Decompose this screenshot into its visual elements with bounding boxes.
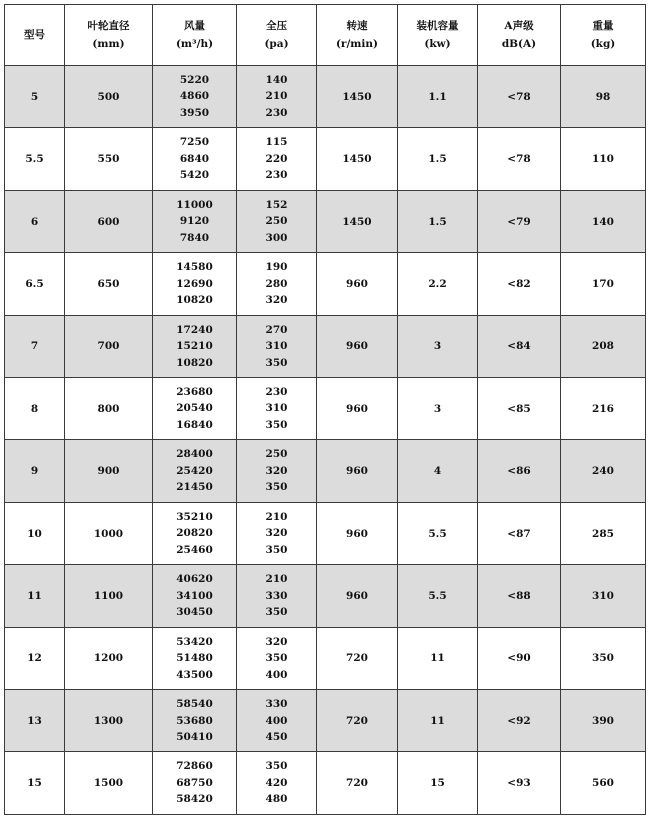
cell-airflow-value: 51480	[176, 652, 213, 665]
table-row	[5, 502, 646, 564]
table-row	[5, 627, 646, 689]
cell-pressure-value: 450	[265, 731, 288, 744]
cell-pressure-value: 300	[265, 231, 288, 244]
cell-pressure	[237, 440, 317, 502]
cell-airflow	[153, 128, 237, 190]
table-row	[5, 253, 646, 315]
cell-power: 4	[398, 440, 478, 502]
table-row	[5, 690, 646, 752]
cell-model: 15	[5, 752, 65, 815]
cell-power: 1.1	[398, 66, 478, 128]
cell-diameter: 1100	[65, 565, 153, 627]
cell-pressure-value: 140	[265, 73, 288, 86]
table-row	[5, 378, 646, 440]
cell-weight: 240	[561, 440, 646, 502]
cell-airflow-value: 5220	[179, 73, 210, 86]
cell-weight: 390	[561, 690, 646, 752]
cell-airflow-value: 34100	[176, 589, 213, 602]
cell-airflow-value: 15210	[176, 340, 213, 353]
cell-speed: 960	[317, 315, 398, 377]
cell-airflow-value: 58540	[176, 698, 213, 711]
cell-airflow-value: 3950	[179, 106, 210, 119]
header-diameter	[65, 5, 153, 66]
cell-airflow-value: 10820	[176, 294, 213, 307]
cell-noise: <78	[478, 128, 561, 190]
cell-noise: <79	[478, 190, 561, 252]
header-weight-line: (kg)	[590, 38, 616, 50]
cell-speed: 960	[317, 378, 398, 440]
cell-speed: 960	[317, 502, 398, 564]
header-diameter-line: 叶轮直径	[87, 20, 130, 32]
header-weight	[561, 5, 646, 66]
cell-pressure-value: 115	[265, 136, 288, 149]
cell-noise: <78	[478, 66, 561, 128]
cell-noise: <88	[478, 565, 561, 627]
cell-airflow-value: 23680	[176, 385, 213, 398]
cell-weight: 208	[561, 315, 646, 377]
cell-airflow-value: 72860	[176, 760, 213, 773]
cell-diameter: 600	[65, 190, 153, 252]
cell-speed: 960	[317, 440, 398, 502]
table-row	[5, 440, 646, 502]
cell-airflow	[153, 253, 237, 315]
cell-pressure-value: 250	[265, 215, 288, 228]
cell-airflow-value: 25420	[176, 464, 213, 477]
fan-spec-table	[4, 4, 646, 815]
cell-model: 5	[5, 66, 65, 128]
cell-airflow	[153, 502, 237, 564]
cell-airflow-value: 5420	[179, 169, 210, 182]
cell-airflow-value: 43500	[176, 668, 213, 681]
cell-speed: 960	[317, 253, 398, 315]
cell-diameter: 700	[65, 315, 153, 377]
cell-pressure	[237, 253, 317, 315]
cell-pressure-value: 350	[265, 543, 288, 556]
cell-pressure-value: 210	[265, 510, 288, 523]
cell-diameter: 1300	[65, 690, 153, 752]
cell-speed: 1450	[317, 66, 398, 128]
cell-airflow-value: 6840	[179, 152, 210, 165]
cell-weight: 310	[561, 565, 646, 627]
header-diameter-line: (mm)	[92, 38, 125, 50]
cell-weight: 170	[561, 253, 646, 315]
cell-airflow-value: 7840	[179, 231, 210, 244]
cell-power: 3	[398, 315, 478, 377]
cell-diameter: 1500	[65, 752, 153, 815]
cell-weight: 285	[561, 502, 646, 564]
header-speed-line: 转速	[346, 20, 368, 32]
cell-weight: 98	[561, 66, 646, 128]
cell-diameter: 500	[65, 66, 153, 128]
cell-pressure	[237, 128, 317, 190]
cell-airflow-value: 7250	[179, 136, 210, 149]
cell-model: 12	[5, 627, 65, 689]
cell-pressure-value: 350	[265, 606, 288, 619]
cell-noise: <92	[478, 690, 561, 752]
cell-pressure-value: 210	[265, 573, 288, 586]
cell-airflow	[153, 66, 237, 128]
table-row	[5, 190, 646, 252]
header-pressure-line: (pa)	[264, 38, 289, 50]
header-speed	[317, 5, 398, 66]
cell-noise: <82	[478, 253, 561, 315]
header-noise-line: dB(A)	[501, 38, 537, 50]
cell-weight: 110	[561, 128, 646, 190]
table-header	[5, 5, 646, 66]
header-airflow	[153, 5, 237, 66]
cell-diameter: 550	[65, 128, 153, 190]
header-noise	[478, 5, 561, 66]
cell-pressure-value: 310	[265, 402, 288, 415]
cell-airflow	[153, 565, 237, 627]
table-row	[5, 128, 646, 190]
cell-model: 7	[5, 315, 65, 377]
cell-noise: <84	[478, 315, 561, 377]
cell-speed: 1450	[317, 190, 398, 252]
cell-airflow-value: 16840	[176, 418, 213, 431]
cell-model: 8	[5, 378, 65, 440]
cell-model: 6.5	[5, 253, 65, 315]
cell-airflow-value: 40620	[176, 573, 213, 586]
cell-noise: <87	[478, 502, 561, 564]
table-body	[5, 66, 646, 815]
cell-airflow-value: 20540	[176, 402, 213, 415]
cell-airflow-value: 28400	[176, 448, 213, 461]
cell-airflow-value: 17240	[176, 323, 213, 336]
cell-airflow	[153, 627, 237, 689]
cell-pressure-value: 230	[265, 385, 288, 398]
cell-pressure-value: 350	[265, 418, 288, 431]
cell-airflow	[153, 378, 237, 440]
header-power-line: (kw)	[424, 38, 451, 50]
cell-noise: <93	[478, 752, 561, 815]
cell-weight: 350	[561, 627, 646, 689]
header-airflow-line: (m³/h)	[175, 38, 214, 50]
cell-diameter: 650	[65, 253, 153, 315]
header-weight-line: 重量	[592, 20, 614, 32]
cell-noise: <90	[478, 627, 561, 689]
cell-airflow-value: 25460	[176, 543, 213, 556]
cell-power: 11	[398, 627, 478, 689]
header-pressure	[237, 5, 317, 66]
cell-pressure-value: 420	[265, 776, 288, 789]
cell-power: 11	[398, 690, 478, 752]
cell-power: 5.5	[398, 502, 478, 564]
cell-pressure-value: 400	[265, 714, 288, 727]
cell-airflow-value: 53420	[176, 635, 213, 648]
cell-pressure-value: 400	[265, 668, 288, 681]
cell-pressure-value: 152	[265, 198, 288, 211]
cell-pressure-value: 320	[265, 464, 288, 477]
cell-airflow-value: 14580	[176, 261, 213, 274]
cell-pressure-value: 190	[265, 261, 288, 274]
cell-speed: 960	[317, 565, 398, 627]
cell-speed: 720	[317, 690, 398, 752]
cell-weight: 140	[561, 190, 646, 252]
cell-model: 10	[5, 502, 65, 564]
cell-airflow-value: 20820	[176, 527, 213, 540]
header-noise-line: A声级	[504, 20, 534, 32]
header-speed-line: (r/min)	[335, 38, 379, 50]
cell-airflow	[153, 440, 237, 502]
cell-pressure-value: 310	[265, 340, 288, 353]
cell-pressure	[237, 66, 317, 128]
cell-pressure	[237, 565, 317, 627]
cell-airflow-value: 53680	[176, 714, 213, 727]
cell-power: 15	[398, 752, 478, 815]
cell-pressure-value: 350	[265, 356, 288, 369]
cell-pressure-value: 320	[265, 294, 288, 307]
cell-model: 5.5	[5, 128, 65, 190]
header-power	[398, 5, 478, 66]
cell-pressure	[237, 752, 317, 815]
cell-pressure-value: 320	[265, 527, 288, 540]
cell-noise: <85	[478, 378, 561, 440]
cell-speed: 720	[317, 627, 398, 689]
cell-pressure	[237, 190, 317, 252]
cell-pressure-value: 320	[265, 635, 288, 648]
cell-model: 13	[5, 690, 65, 752]
cell-speed: 1450	[317, 128, 398, 190]
cell-diameter: 1000	[65, 502, 153, 564]
cell-airflow-value: 68750	[176, 776, 213, 789]
cell-airflow	[153, 190, 237, 252]
cell-airflow-value: 50410	[176, 731, 213, 744]
cell-airflow-value: 9120	[179, 215, 210, 228]
cell-pressure	[237, 378, 317, 440]
cell-power: 2.2	[398, 253, 478, 315]
table-row	[5, 315, 646, 377]
cell-power: 3	[398, 378, 478, 440]
cell-airflow-value: 58420	[176, 793, 213, 806]
cell-pressure-value: 280	[265, 277, 288, 290]
cell-weight: 216	[561, 378, 646, 440]
cell-airflow-value: 4860	[179, 90, 210, 103]
header-model-line: 型号	[24, 29, 45, 41]
cell-pressure-value: 230	[265, 106, 288, 119]
cell-pressure	[237, 315, 317, 377]
cell-pressure-value: 330	[265, 589, 288, 602]
cell-diameter: 800	[65, 378, 153, 440]
cell-power: 1.5	[398, 190, 478, 252]
cell-airflow-value: 12690	[176, 277, 213, 290]
cell-power: 5.5	[398, 565, 478, 627]
cell-airflow	[153, 752, 237, 815]
cell-model: 11	[5, 565, 65, 627]
cell-model: 9	[5, 440, 65, 502]
cell-pressure-value: 350	[265, 481, 288, 494]
table-row	[5, 565, 646, 627]
cell-noise: <86	[478, 440, 561, 502]
cell-weight: 560	[561, 752, 646, 815]
cell-pressure-value: 480	[265, 793, 288, 806]
cell-pressure	[237, 627, 317, 689]
cell-diameter: 1200	[65, 627, 153, 689]
cell-airflow-value: 30450	[176, 606, 213, 619]
cell-pressure-value: 270	[265, 323, 288, 336]
table-row	[5, 66, 646, 128]
cell-airflow-value: 35210	[176, 510, 213, 523]
cell-pressure-value: 250	[265, 448, 288, 461]
cell-pressure-value: 350	[265, 760, 288, 773]
cell-speed: 720	[317, 752, 398, 815]
header-model	[5, 5, 65, 66]
cell-airflow	[153, 315, 237, 377]
cell-model: 6	[5, 190, 65, 252]
cell-pressure-value: 210	[265, 90, 288, 103]
cell-power: 1.5	[398, 128, 478, 190]
cell-airflow-value: 11000	[176, 198, 213, 211]
cell-pressure	[237, 502, 317, 564]
cell-pressure-value: 330	[265, 698, 288, 711]
cell-diameter: 900	[65, 440, 153, 502]
cell-pressure	[237, 690, 317, 752]
header-row	[5, 5, 646, 66]
cell-airflow	[153, 690, 237, 752]
cell-pressure-value: 350	[265, 652, 288, 665]
cell-airflow-value: 21450	[176, 481, 213, 494]
header-power-line: 装机容量	[416, 20, 459, 32]
cell-airflow-value: 10820	[176, 356, 213, 369]
cell-pressure-value: 230	[265, 169, 288, 182]
cell-pressure-value: 220	[265, 152, 288, 165]
header-airflow-line: 风量	[184, 20, 205, 32]
header-pressure-line: 全压	[266, 20, 287, 32]
table-row	[5, 752, 646, 815]
